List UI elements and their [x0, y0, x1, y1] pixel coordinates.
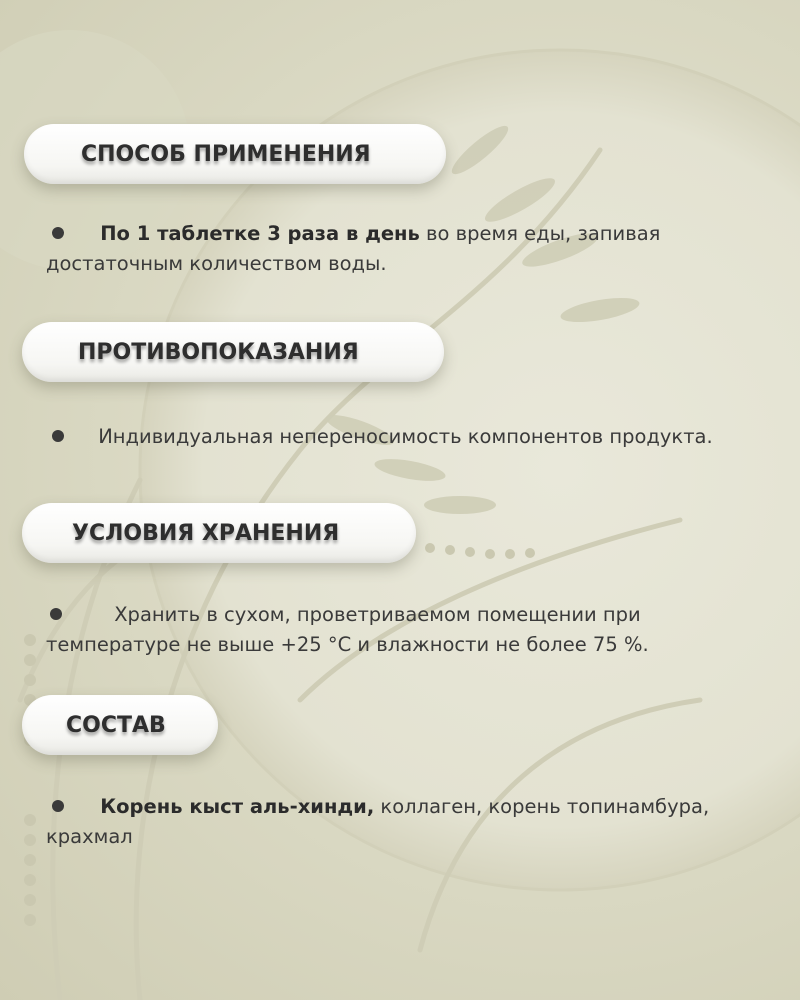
- bullet-dot-icon: [50, 608, 62, 620]
- section-text-composition: [46, 792, 766, 852]
- usage-bold-text: По 1 таблетке 3 раза в день: [100, 222, 420, 245]
- section-header-contraindications: [22, 322, 444, 382]
- section-header-usage: [24, 124, 446, 184]
- section-header-storage: [22, 503, 416, 563]
- section-title-usage: СПОСОБ ПРИМЕНЕНИЯ: [81, 141, 371, 167]
- section-text-usage: [46, 219, 766, 279]
- usage-body-text: во время еды, запивая достаточным количеством воды.: [46, 222, 661, 275]
- section-header-composition: [22, 695, 218, 755]
- bullet-dot-icon: [52, 800, 64, 812]
- section-title-contraindications: ПРОТИВОПОКАЗАНИЯ: [78, 339, 359, 365]
- section-text-contraindications: [46, 422, 766, 452]
- bullet-dot-icon: [52, 430, 64, 442]
- composition-body-text: коллаген, корень топинамбура, крахмал: [46, 795, 710, 848]
- section-title-storage: УСЛОВИЯ ХРАНЕНИЯ: [72, 520, 340, 546]
- contraindications-body-text: Индивидуальная непереносимость компонентов продукта.: [98, 425, 713, 448]
- storage-body-text: Хранить в сухом, проветриваемом помещении при температуре не выше +25 °C и влажности не более 75 %.: [46, 603, 649, 656]
- bullet-dot-icon: [52, 227, 64, 239]
- composition-bold-text: Корень кыст аль-хинди,: [100, 795, 375, 818]
- section-title-composition: СОСТАВ: [66, 712, 166, 738]
- section-text-storage: [46, 600, 766, 660]
